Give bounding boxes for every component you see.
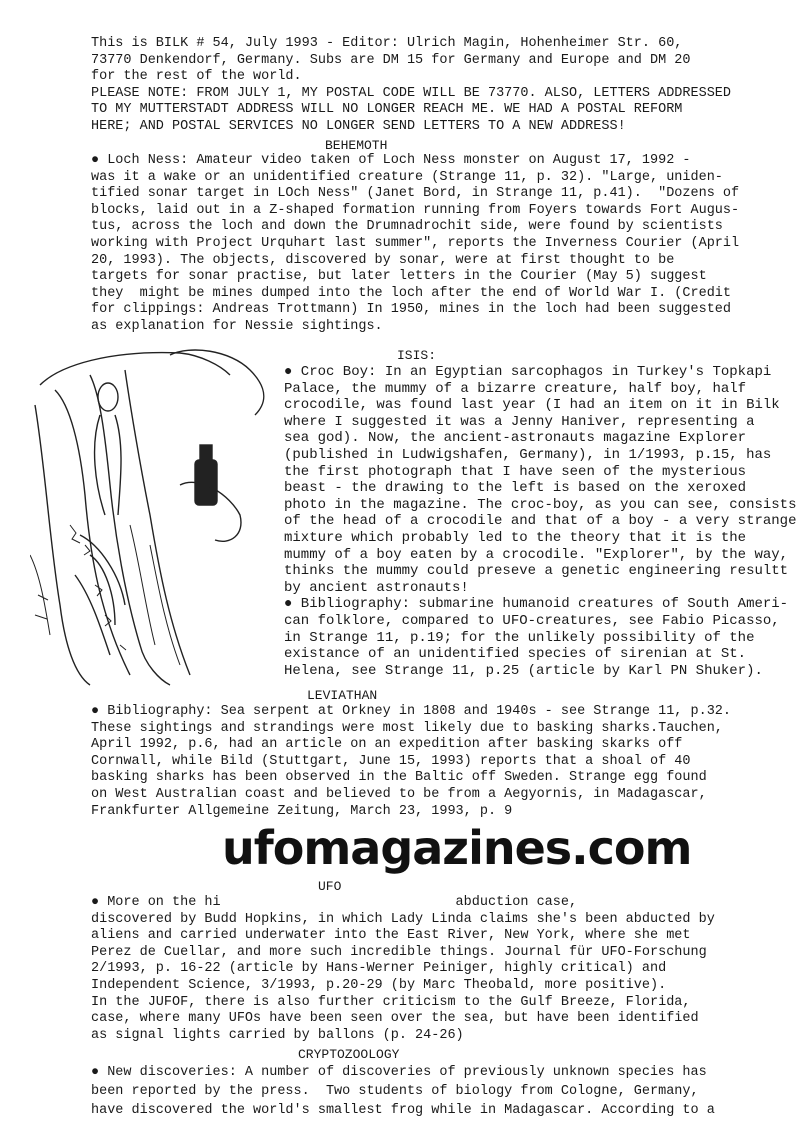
text-line: mixture which probably led to the theory that it is the <box>284 529 747 546</box>
croc-boy-drawing <box>30 345 285 690</box>
text-line: In the JUFOF, there is also further criticism to the Gulf Breeze, Florida, <box>91 994 691 1010</box>
leviathan-paragraph <box>91 704 731 820</box>
text-line: they might be mines dumped into the loch after the end of World War I. (Credit <box>91 285 732 301</box>
text-line: April 1992, p.6, had an article on an expedition after basking skarks off <box>91 737 683 753</box>
cryptozoology-paragraph <box>91 1063 715 1120</box>
croc-boy-paragraph <box>284 364 796 679</box>
text-line: ● Bibliography: Sea serpent at Orkney in 1808 and 1940s - see Strange 11, p.32. <box>91 704 732 719</box>
text-line: by ancient astronauts! <box>284 579 469 596</box>
text-line: as signal lights carried by ballons (p. 24-26) <box>91 1027 464 1043</box>
heading-behemoth: BEHEMOTH <box>325 138 388 153</box>
text-line: ● Bibliography: submarine humanoid creatures of South Ameri- <box>284 596 789 613</box>
text-line: Helena, see Strange 11, p.25 (article by Karl PN Shuker). <box>284 662 763 679</box>
text-line: Perez de Cuellar, and more such incredible things. Journal für UFO-Forschung <box>91 944 707 960</box>
text-line: ● New discoveries: A number of discoveries of previously unknown species has <box>91 1065 707 1080</box>
watermark-logo: ufomagazines.com <box>222 821 692 875</box>
text-line: mummy of a boy eaten by a crocodile. "Explorer", by the way, <box>284 546 789 563</box>
text-line: 20, 1993). The objects, discovered by sonar, were at first thought to be <box>91 252 675 268</box>
text-line: basking sharks has been observed in the Baltic off Sweden. Strange egg found <box>91 770 707 786</box>
text-line: targets for sonar practise, but later letters in the Courier (May 5) suggest <box>91 269 707 285</box>
text-line: aliens and carried underwater into the East River, New York, where she met <box>91 928 691 944</box>
text-line: (published in Ludwigshafen, Germany), in 1/1993, p.15, has <box>284 446 772 463</box>
text-line: for the rest of the world. <box>91 69 302 85</box>
text-line: have discovered the world's smallest frog while in Madagascar. According to a <box>91 1103 715 1118</box>
text-line: was it a wake or an unidentified creature (Strange 11, p. 32). "Large, uniden- <box>91 169 723 185</box>
text-line: PLEASE NOTE: FROM JULY 1, MY POSTAL CODE WILL BE 73770. ALSO, LETTERS ADDRESSED <box>91 85 732 101</box>
text-line: tified sonar target in LOch Ness" (Janet Bord, in Strange 11, p.41). "Dozens of <box>91 186 740 202</box>
ufo-paragraph <box>91 895 715 1044</box>
header-text <box>91 36 731 136</box>
text-line: in Strange 11, p.19; for the unlikely possibility of the <box>284 629 755 646</box>
text-line: sea god). Now, the ancient-astronauts magazine Explorer <box>284 430 747 447</box>
text-line: HERE; AND POSTAL SERVICES NO LONGER SEND LETTERS TO A NEW ADDRESS! <box>91 118 626 134</box>
text-line: Cornwall, while Bild (Stuttgart, June 15, 1993) reports that a shoal of 40 <box>91 753 691 769</box>
text-line: on West Australian coast and believed to be from a Aegyornis, in Madagascar, <box>91 786 707 802</box>
text-line: tus, across the loch and down the Drumnadrochit side, were found by scientists <box>91 219 723 235</box>
text-line: case, where many UFOs have been seen over the sea, but have been identified <box>91 1011 699 1027</box>
loch-ness-paragraph <box>91 153 739 336</box>
text-line: existance of an unidentified species of sirenian at St. <box>284 646 747 663</box>
text-line: ● More on the hi abduction case, <box>91 895 578 910</box>
text-line: Independent Science, 3/1993, p.20-29 (by Marc Theobald, more positive). <box>91 977 667 993</box>
text-line: ● Croc Boy: In an Egyptian sarcophagos in Turkey's Topkapi <box>284 364 772 380</box>
text-line: where I suggested it was a Jenny Haniver, representing a <box>284 413 755 430</box>
text-line: These sightings and strandings were most likely due to basking sharks.Tauchen, <box>91 720 723 736</box>
text-line: Frankfurter Allgemeine Zeitung, March 23, 1993, p. 9 <box>91 803 513 819</box>
text-line: been reported by the press. Two students of biology from Cologne, Germany, <box>91 1084 699 1099</box>
text-line: for clippings: Andreas Trottmann) In 1950, mines in the loch had been suggested <box>91 302 732 318</box>
heading-ufo: UFO <box>318 879 342 894</box>
text-line: as explanation for Nessie sightings. <box>91 318 383 334</box>
text-line: discovered by Budd Hopkins, in which Lady Linda claims she's been abducted by <box>91 911 715 927</box>
text-line: thinks the mummy could preseve a genetic engineering resultt <box>284 563 789 580</box>
heading-isis: ISIS: <box>397 348 437 363</box>
text-line: photo in the magazine. The croc-boy, as you can see, consists <box>284 496 797 513</box>
text-line: the first photograph that I have seen of the mysterious <box>284 463 747 480</box>
text-line: crocodile, was found last year (I had an item on it in Bilk <box>284 397 780 414</box>
text-line: of the head of a crocodile and that of a boy - a very strange <box>284 513 797 530</box>
text-line: ● Loch Ness: Amateur video taken of Loch Ness monster on August 17, 1992 - <box>91 153 691 168</box>
text-line: can folklore, compared to UFO-creatures, see Fabio Picasso, <box>284 612 780 629</box>
text-line: blocks, laid out in a Z-shaped formation running from Foyers towards Fort Augus- <box>91 202 740 218</box>
text-line: working with Project Urquhart last summer", reports the Inverness Courier (April <box>91 235 740 251</box>
text-line: 73770 Denkendorf, Germany. Subs are DM 15 for Germany and Europe and DM 20 <box>91 52 691 68</box>
heading-leviathan: LEVIATHAN <box>307 688 378 703</box>
text-line: This is BILK # 54, July 1993 - Editor: Ulrich Magin, Hohenheimer Str. 60, <box>91 36 683 51</box>
heading-cryptozoology: CRYPTOZOOLOGY <box>298 1047 400 1062</box>
text-line: 2/1993, p. 16-22 (article by Hans-Werner Peiniger, highly critical) and <box>91 961 667 977</box>
text-line: Palace, the mummy of a bizarre creature, half boy, half <box>284 380 747 397</box>
text-line: TO MY MUTTERSTADT ADDRESS WILL NO LONGER REACH ME. WE HAD A POSTAL REFORM <box>91 102 683 118</box>
text-line: beast - the drawing to the left is based on the xeroxed <box>284 480 747 497</box>
